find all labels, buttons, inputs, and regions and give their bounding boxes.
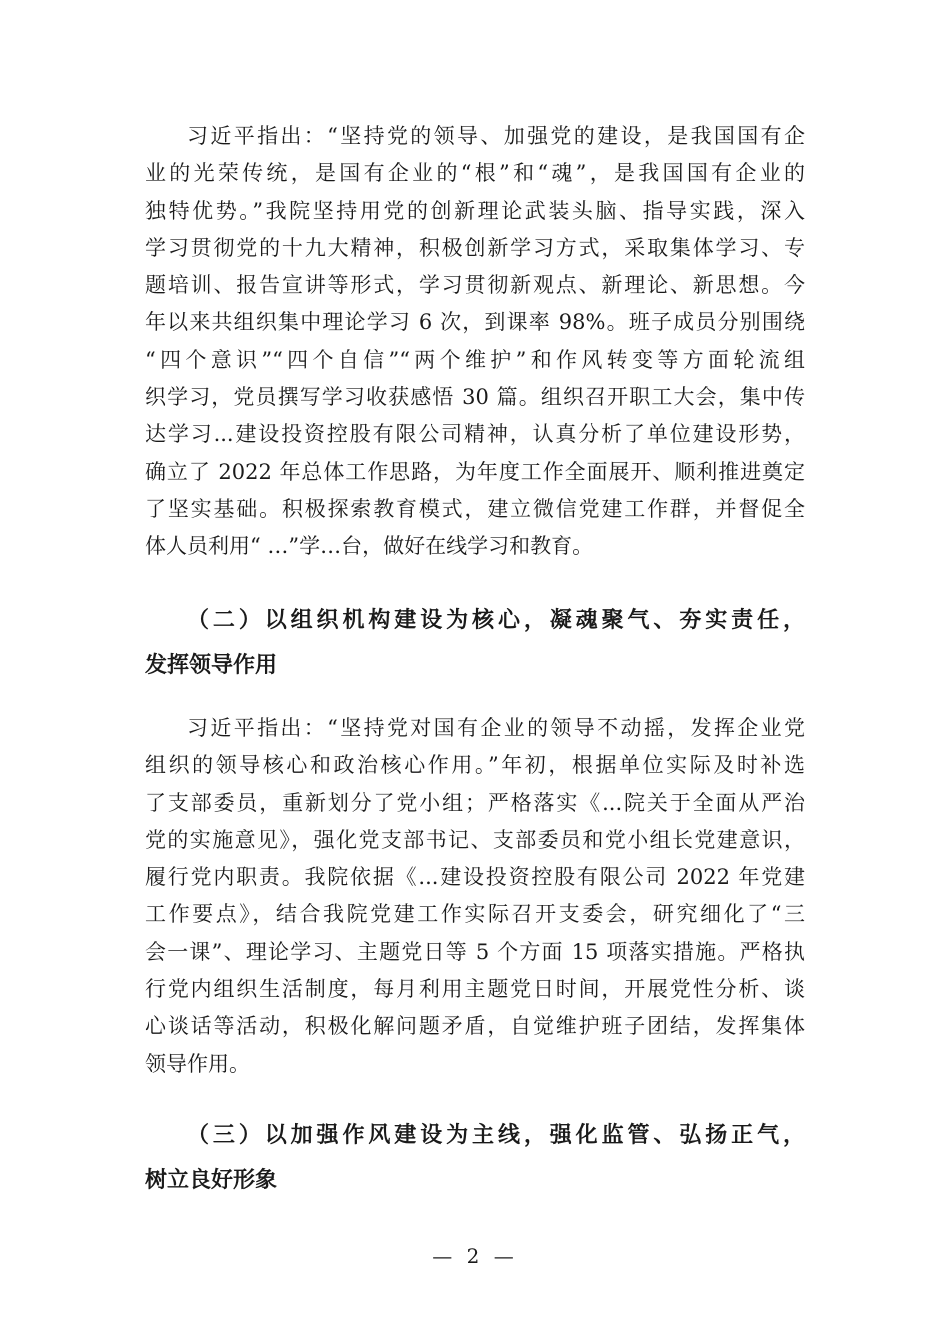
paragraph-line: 年以来共组织集中理论学习 6 次，到课率 98%。班子成员分别围绕: [145, 310, 805, 335]
paragraph-line: 了支部委员，重新划分了党小组；严格落实《...院关于全面从严治: [145, 790, 805, 815]
section-heading-2: [145, 598, 805, 688]
paragraph-line: 确立了 2022 年总体工作思路，为年度工作全面展开、顺利推进奠定: [145, 459, 805, 484]
paragraph-line: 履行党内职责。我院依据《...建设投资控股有限公司 2022 年党建: [145, 865, 805, 890]
paragraph-line: 了坚实基础。积极探索教育模式，建立微信党建工作群，并督促全: [145, 496, 805, 521]
paragraph-line: 习近平指出：“坚持党对国有企业的领导不动摇，发挥企业党: [187, 716, 805, 740]
paragraph-line: 领导作用。: [145, 1051, 250, 1076]
paragraph-line: 习近平指出：“坚持党的领导、加强党的建设，是我国国有企: [187, 124, 805, 148]
paragraph-line: 织学习，党员撰写学习收获感悟 30 篇。组织召开职工大会，集中传: [145, 385, 805, 410]
body-paragraph-2: [145, 710, 805, 1083]
paragraph-line: 会一课”、理论学习、主题党日等 5 个方面 15 项落实措施。严格执: [145, 939, 805, 964]
paragraph-line: 体人员利用“ …”学…台，做好在线学习和教育。: [145, 534, 594, 559]
paragraph-line: 党的实施意见》，强化党支部书记、支部委员和党小组长党建意识，: [145, 827, 805, 852]
paragraph-line: 题培训、报告宣讲等形式，学习贯彻新观点、新理论、新思想。今: [145, 273, 805, 298]
heading-line: （二）以组织机构建设为核心，凝魂聚气、夯实责任，: [187, 607, 805, 633]
paragraph-line: 独特优势。”我院坚持用党的创新理论武装头脑、指导实践，深入: [145, 198, 805, 223]
paragraph-line: 工作要点》，结合我院党建工作实际召开支委会，研究细化了“三: [145, 902, 805, 927]
heading-line: 树立良好形象: [145, 1167, 278, 1193]
section-heading-3: [145, 1113, 805, 1203]
paragraph-line: 达学习...建设投资控股有限公司精神，认真分析了单位建设形势，: [145, 422, 805, 447]
page-number: — 2 —: [432, 1244, 518, 1268]
paragraph-line: 组织的领导核心和政治核心作用。”年初，根据单位实际及时补选: [145, 753, 805, 778]
paragraph-line: 业的光荣传统，是国有企业的“根”和“魂”，是我国国有企业的: [145, 161, 805, 186]
heading-line: （三）以加强作风建设为主线，强化监管、弘扬正气，: [187, 1122, 805, 1148]
paragraph-line: 学习贯彻党的十九大精神，积极创新学习方式，采取集体学习、专: [145, 235, 805, 260]
paragraph-line: “四个意识”“四个自信”“两个维护”和作风转变等方面轮流组: [145, 347, 805, 372]
heading-line: 发挥领导作用: [145, 652, 278, 678]
paragraph-line: 行党内组织生活制度，每月利用主题党日时间，开展党性分析、谈: [145, 977, 805, 1002]
body-paragraph-1: [145, 118, 805, 566]
paragraph-line: 心谈话等活动，积极化解问题矛盾，自觉维护班子团结，发挥集体: [145, 1014, 805, 1039]
